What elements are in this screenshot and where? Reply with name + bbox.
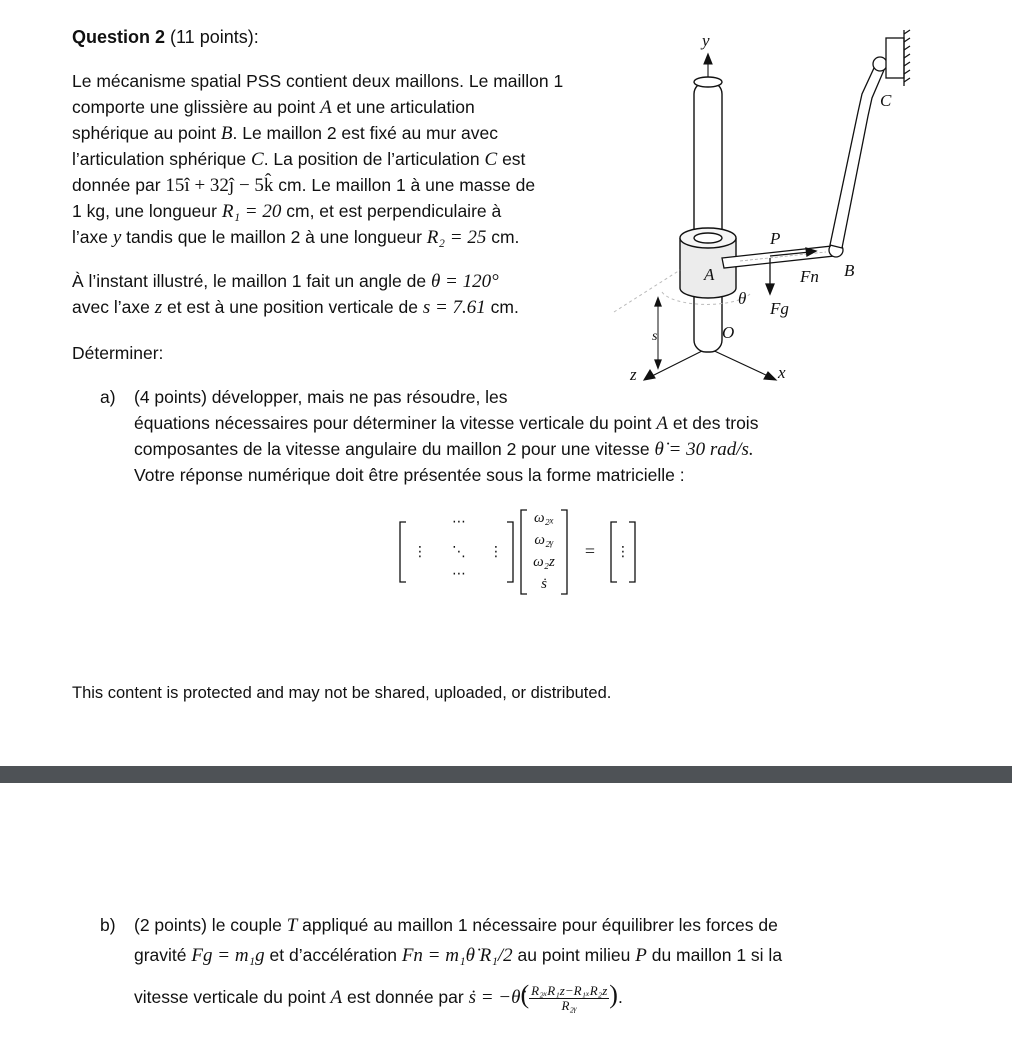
joint-c: [873, 57, 887, 71]
intro-text: sphérique au point: [72, 123, 221, 143]
fg-arrowhead: [766, 284, 774, 294]
part-b-text: du maillon 1 si la: [646, 945, 783, 965]
math-s-dot-expr: ṡ = −θ̇: [468, 987, 521, 1008]
x-axis: [708, 348, 768, 376]
math-s-value: s = 7.61: [422, 297, 486, 318]
label-C: C: [880, 91, 892, 110]
paren-left: (: [520, 980, 530, 1009]
math-B: B: [220, 123, 233, 144]
part-b-text: gravité: [134, 945, 192, 965]
z-ref-line: [614, 270, 680, 312]
question-points: (11 points):: [165, 27, 259, 47]
part-b-text: .: [617, 987, 623, 1007]
instant-text: À l’instant illustré, le maillon 1 fait un angle de: [72, 271, 431, 291]
rail-top: [694, 77, 722, 87]
rhs-vdots: ⋮: [616, 544, 630, 560]
fraction-numerator: R₂ₓR₁z−R₁ₓR₂z: [531, 982, 608, 998]
math-C: C: [251, 149, 264, 170]
matrix-ddots: ⋱: [452, 544, 466, 560]
paren-right: ): [609, 980, 618, 1009]
matrix-hdots: ⋯: [452, 566, 466, 582]
part-b-label: b): [100, 915, 116, 935]
label-Fg: Fg: [770, 299, 789, 318]
wall-block: [886, 38, 904, 78]
label-P: P: [770, 229, 781, 248]
label-A: A: [704, 265, 715, 284]
z-axis-arrow: [644, 370, 655, 380]
intro-text: comporte une glissière au point: [72, 97, 321, 117]
math-A: A: [330, 987, 343, 1008]
label-z: z: [630, 365, 637, 384]
instant-text: cm.: [485, 297, 519, 317]
intro-text: . Le maillon 2 est fixé au mur avec: [232, 123, 499, 143]
part-a-line-1: (4 points) développer, mais ne pas résoudre, les: [134, 387, 508, 407]
part-a-text: composantes de la vitesse angulaire du maillon 2 pour une vitesse: [134, 439, 655, 459]
math-r2: R₂ = 25: [426, 227, 487, 248]
x-axis-arrow: [764, 372, 776, 380]
part-b-text: appliqué au maillon 1 nécessaire pour équilibrer les forces de: [297, 915, 778, 935]
vertical-rail: [694, 82, 722, 352]
math-fg: Fg = m₁g: [191, 945, 265, 966]
math-z: z: [154, 297, 163, 318]
vector-omega-2x: ω₂ₓ: [533, 510, 555, 526]
y-axis-arrow: [704, 54, 712, 64]
intro-paragraph: [72, 68, 563, 250]
matrix-vdots: ⋮: [489, 544, 503, 560]
question-title: [72, 24, 259, 50]
s-arrow-top: [655, 298, 661, 306]
fraction-denominator: R₂ᵧ: [561, 997, 577, 1013]
label-x: x: [778, 363, 786, 382]
rail: [694, 77, 722, 352]
math-C: C: [484, 149, 498, 170]
part-a-text: équations nécessaires pour déterminer la vitesse verticale du point: [134, 413, 657, 433]
math-A: A: [656, 413, 668, 434]
label-O: O: [722, 323, 735, 342]
label-theta: θ: [738, 289, 747, 308]
intro-text: l’axe: [72, 227, 113, 247]
link-1: [722, 243, 843, 268]
intro-text: est: [497, 149, 526, 169]
page-separator: [0, 766, 1012, 783]
wall: [886, 30, 910, 86]
intro-text: donnée par: [72, 175, 166, 195]
math-A: A: [320, 97, 332, 118]
matrix-equals: =: [584, 541, 596, 561]
math-theta-dot: θ̇ = 30 rad/s.: [654, 439, 754, 460]
label-Fn: Fn: [800, 267, 819, 286]
intro-text: 1 kg, une longueur: [72, 201, 222, 221]
part-b-text: et d’accélération: [264, 945, 402, 965]
link-2: [830, 57, 887, 248]
label-y: y: [702, 31, 710, 50]
fraction: [529, 984, 609, 1013]
math-theta-value: θ = 120°: [430, 271, 499, 292]
part-a-label: a): [100, 387, 116, 407]
part-a-line-4: Votre réponse numérique doit être présentée sous la forme matricielle :: [134, 465, 685, 485]
math-y: y: [112, 227, 122, 248]
link-2-bar: [830, 68, 884, 248]
intro-text: cm, et est perpendiculaire à: [281, 201, 502, 221]
math-P: P: [635, 945, 647, 966]
intro-text: l’articulation sphérique: [72, 149, 251, 169]
collar-hole: [694, 233, 722, 243]
copyright-notice: This content is protected and may not be shared, uploaded, or distributed.: [72, 684, 612, 702]
part-b-text: (2 points) le couple: [134, 915, 287, 935]
vector-omega-2y: ω₂ᵧ: [534, 532, 554, 548]
label-B: B: [844, 261, 855, 280]
part-a-text: et des trois: [667, 413, 759, 433]
intro-text: cm.: [486, 227, 520, 247]
label-s: s: [652, 329, 658, 344]
intro-line-1: Le mécanisme spatial PSS contient deux maillons. Le maillon 1: [72, 71, 564, 91]
intro-text: cm. Le maillon 1 à une masse de: [273, 175, 536, 195]
s-arrow-bottom: [655, 360, 661, 368]
instant-text: et est à une position verticale de: [162, 297, 423, 317]
part-b-body: [134, 912, 783, 1013]
part-b-text: vitesse verticale du point: [134, 987, 331, 1007]
matrix-hdots: ⋯: [452, 514, 466, 530]
wall-hatch: [904, 30, 910, 82]
matrix-equation: [395, 502, 655, 602]
mechanism-figure: [600, 20, 912, 390]
intro-text: . La position de l’articulation: [263, 149, 485, 169]
vector-s-dot: ṡ: [541, 576, 547, 592]
math-r1: R₁ = 20: [221, 201, 282, 222]
determine-heading: Déterminer:: [72, 343, 164, 363]
link-1-bar: [722, 246, 834, 268]
part-a-body: [134, 384, 758, 488]
question-number: Question 2: [72, 27, 166, 47]
instant-paragraph: [72, 268, 519, 320]
part-b-text: au point milieu: [512, 945, 636, 965]
intro-text: et une articulation: [331, 97, 475, 117]
intro-text: tandis que le maillon 2 à une longueur: [121, 227, 427, 247]
matrix-vdots: ⋮: [413, 544, 427, 560]
math-fn: Fn = m₁θ̇ R₁/2: [401, 945, 513, 966]
instant-text: avec l’axe: [72, 297, 155, 317]
math-T: T: [286, 915, 298, 936]
vector-omega-2z: ω₂z: [533, 554, 555, 570]
part-b-text: est donnée par: [342, 987, 469, 1007]
math-position-c: 15î + 32ĵ − 5k̂: [165, 175, 274, 196]
